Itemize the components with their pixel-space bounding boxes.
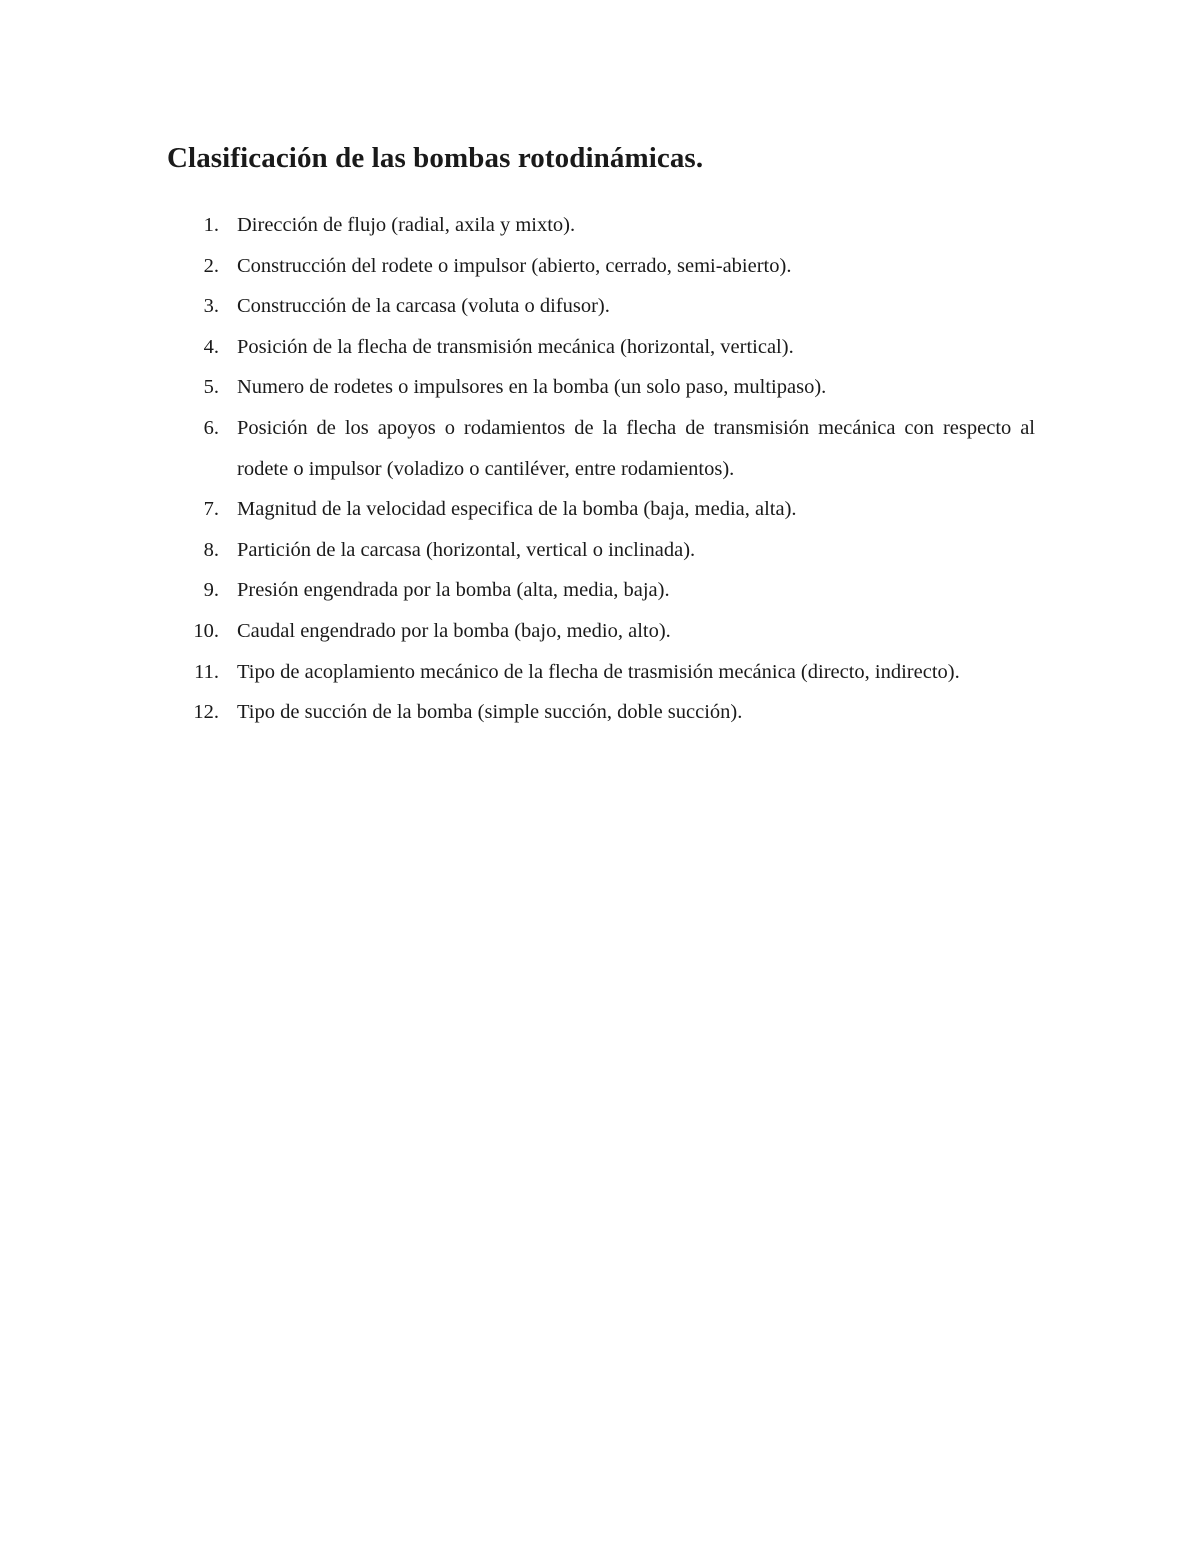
list-item bbox=[167, 530, 1035, 571]
list-item bbox=[167, 570, 1035, 611]
list-item-number: 11. bbox=[194, 660, 219, 683]
list-item-text: Partición de la carcasa (horizontal, vertical o inclinada). bbox=[237, 538, 696, 561]
list-item-text: Magnitud de la velocidad especifica de la bomba (baja, media, alta). bbox=[237, 498, 797, 521]
list-item-number: 7. bbox=[203, 498, 219, 521]
list-item bbox=[167, 367, 1035, 408]
list-item bbox=[167, 611, 1035, 652]
classification-list bbox=[167, 205, 1035, 733]
list-item-number: 1. bbox=[203, 214, 219, 236]
document-title: Clasificación de las bombas rotodinámicas. bbox=[167, 142, 704, 174]
list-item bbox=[167, 652, 1035, 693]
list-item-number: 4. bbox=[203, 335, 219, 358]
list-item-number: 3. bbox=[203, 295, 219, 318]
list-item bbox=[167, 205, 1035, 246]
list-item-number: 6. bbox=[203, 416, 219, 439]
list-item-number: 5. bbox=[203, 376, 219, 399]
list-item-number: 9. bbox=[203, 579, 219, 602]
list-item-text: Tipo de acoplamiento mecánico de la flecha de trasmisión mecánica (directo, indirecto). bbox=[237, 660, 960, 683]
list-item-text: Construcción del rodete o impulsor (abierto, cerrado, semi-abierto). bbox=[237, 254, 792, 277]
list-item-number: 2. bbox=[203, 254, 219, 277]
list-item-text: Posición de los apoyos o rodamientos de la flecha de transmisión mecánica con respecto al rodete o impulsor (voladizo o cantiléver, entre rodamientos). bbox=[237, 416, 1035, 480]
list-item-text: Posición de la flecha de transmisión mecánica (horizontal, vertical). bbox=[237, 335, 794, 358]
list-item bbox=[167, 408, 1035, 489]
list-item-text: Numero de rodetes o impulsores en la bomba (un solo paso, multipaso). bbox=[237, 376, 827, 399]
list-item bbox=[167, 246, 1035, 287]
list-item-text: Tipo de succión de la bomba (simple succión, doble succión). bbox=[237, 701, 743, 724]
list-item bbox=[167, 489, 1035, 530]
list-item bbox=[167, 327, 1035, 368]
list-item bbox=[167, 692, 1035, 733]
list-item-text: Presión engendrada por la bomba (alta, media, baja). bbox=[237, 579, 670, 602]
list-item-text: Dirección de flujo (radial, axila y mixto). bbox=[237, 214, 576, 236]
list-item bbox=[167, 286, 1035, 327]
list-item-number: 12. bbox=[193, 701, 219, 724]
list-item-number: 10. bbox=[193, 619, 219, 642]
list-item-number: 8. bbox=[203, 538, 219, 561]
list-item-text: Construcción de la carcasa (voluta o difusor). bbox=[237, 295, 610, 318]
list-item-text: Caudal engendrado por la bomba (bajo, medio, alto). bbox=[237, 619, 671, 642]
